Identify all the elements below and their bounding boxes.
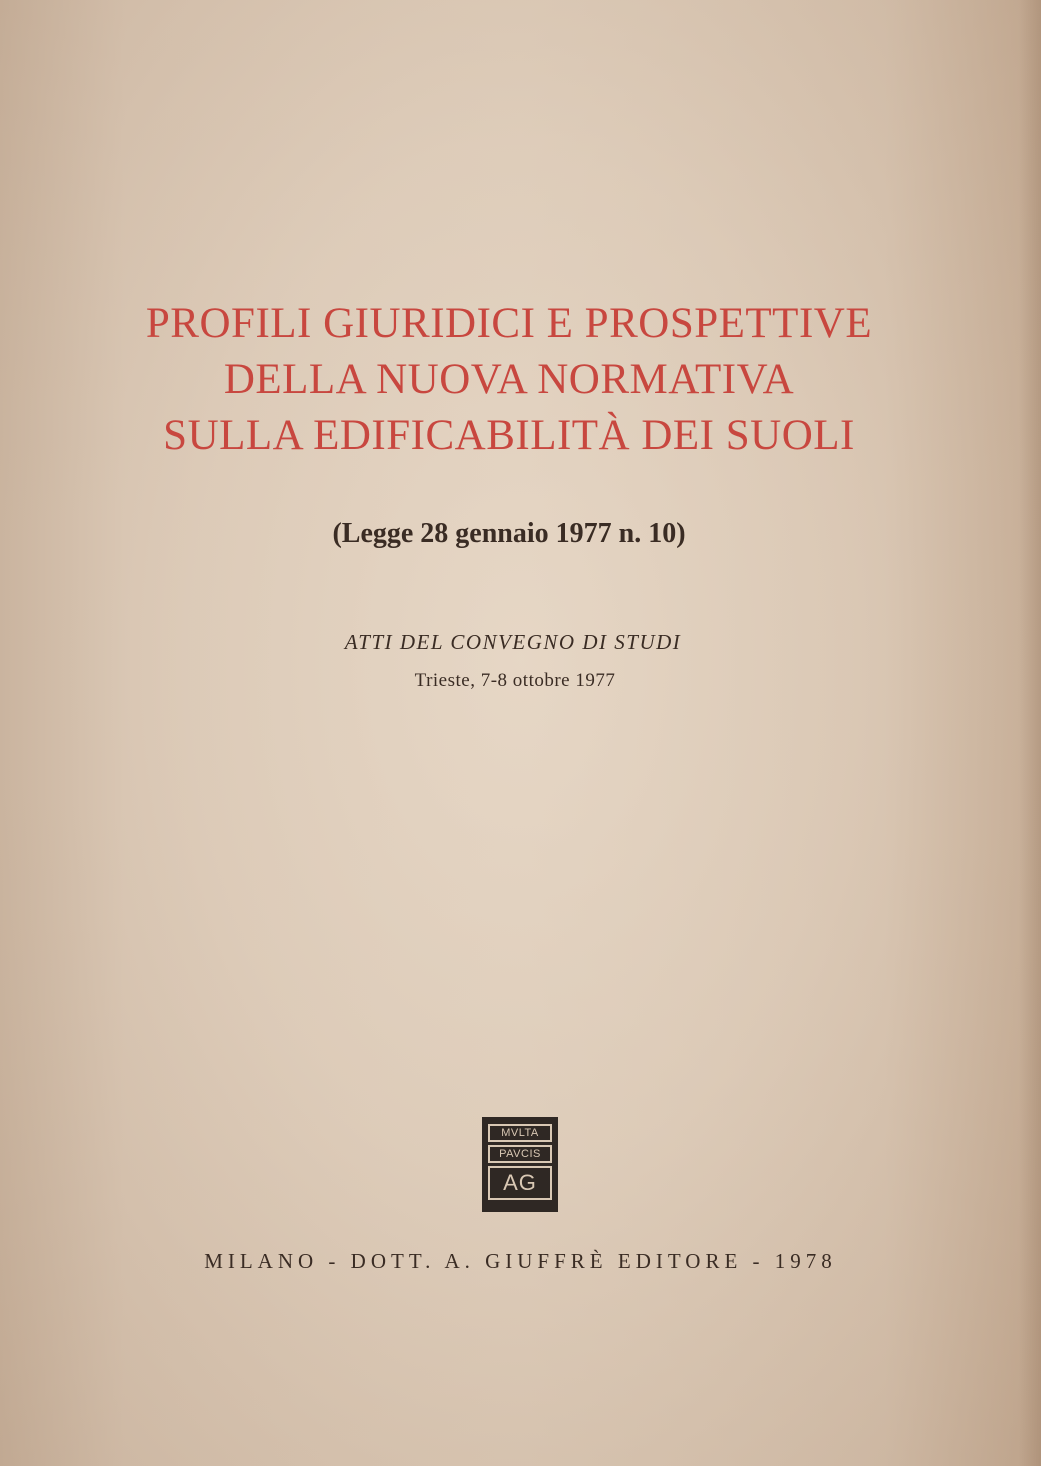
title-line-2: DELLA NUOVA NORMATIVA [223, 356, 795, 403]
logo-monogram: AG [488, 1166, 552, 1200]
law-reference: (Legge 28 gennaio 1977 n. 10) [332, 518, 686, 549]
proceedings-label: ATTI DEL CONVEGNO DI STUDI [344, 630, 682, 654]
title-line-3: SULLA EDIFICABILITÀ DEI SUOLI [163, 412, 855, 459]
page-edge-shadow [1019, 0, 1041, 1466]
conference-venue-date: Trieste, 7-8 ottobre 1977 [414, 670, 616, 691]
logo-motto-line-2: PAVCIS [488, 1145, 552, 1163]
title-line-1: PROFILI GIURIDICI E PROSPETTIVE [145, 300, 873, 347]
logo-motto-line-1: MVLTA [488, 1124, 552, 1142]
publisher-logo [482, 1117, 558, 1212]
book-title [0, 296, 1018, 464]
publisher-imprint: MILANO - DOTT. A. GIUFFRÈ EDITORE - 1978 [204, 1249, 837, 1273]
